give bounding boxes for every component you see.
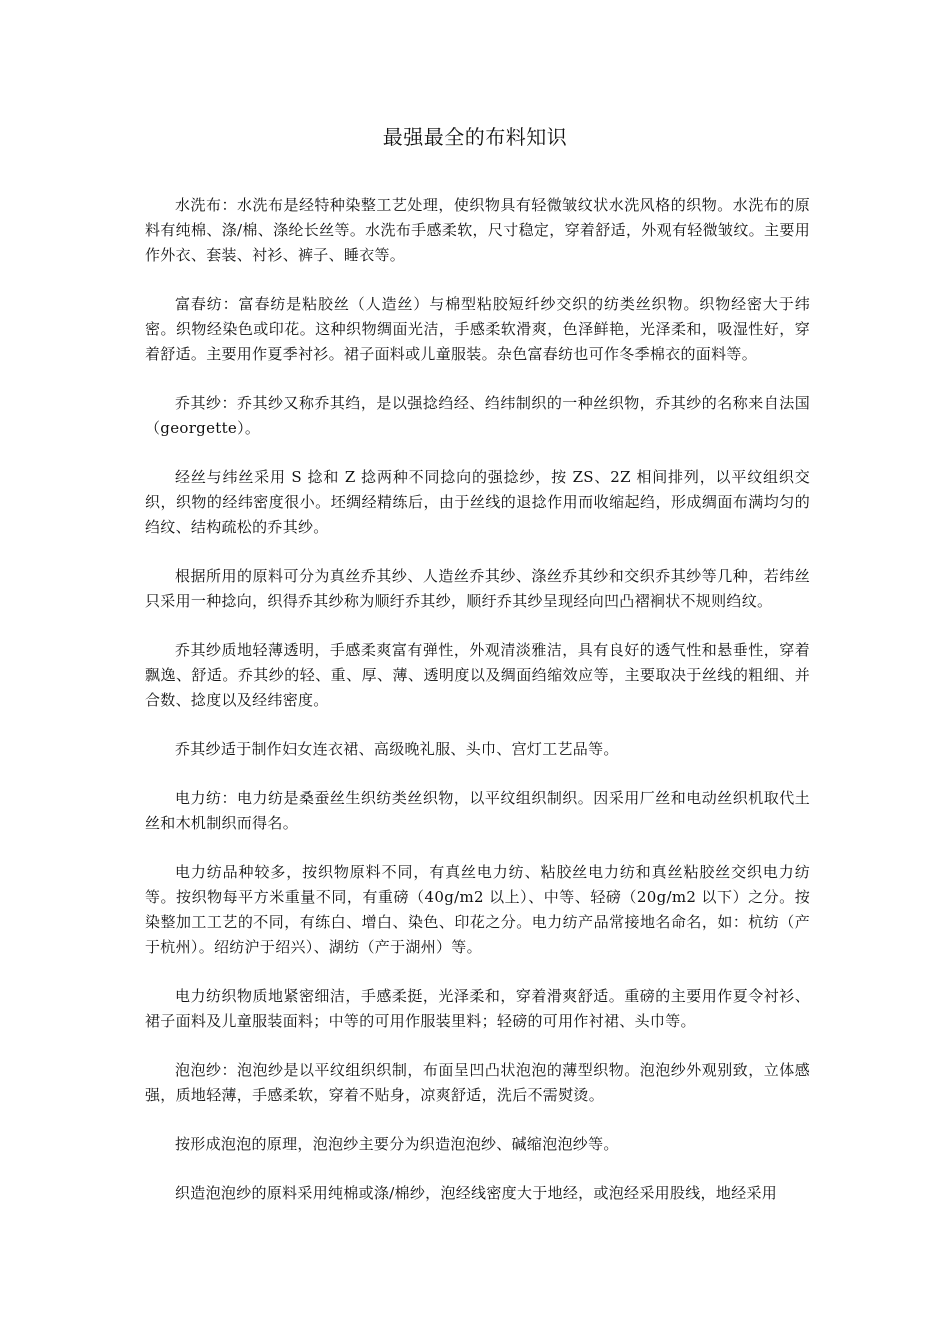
paragraph-habotai-intro: 电力纺：电力纺是桑蚕丝生织纺类丝织物，以平纹组织制织。因采用厂丝和电动丝织机取代土丝和木机制织而得名。 <box>145 789 810 832</box>
paragraph-habotai-uses: 电力纺织物质地紧密细洁，手感柔挺，光泽柔和，穿着滑爽舒适。重磅的主要用作夏令衬衫、裙子面料及儿童服装面料；中等的可用作服装里料；轻磅的可用作衬裙、头巾等。 <box>145 987 810 1030</box>
paragraph-fuchun-spun: 富春纺：富春纺是粘胶丝（人造丝）与棉型粘胶短纤纱交织的纺类丝织物。织物经密大于纬密。织物经染色或印花。这种织物绸面光洁，手感柔软滑爽，色泽鲜艳，光泽柔和，吸湿性好，穿着舒适。主要用作夏季衬衫。裙子面料或儿童服装。杂色富春纺也可作冬季棉衣的面料等。 <box>145 295 810 363</box>
paragraph-georgette-uses: 乔其纱适于制作妇女连衣裙、高级晚礼服、头巾、宫灯工艺品等。 <box>175 740 619 758</box>
paragraph-seersucker-types: 按形成泡泡的原理，泡泡纱主要分为织造泡泡纱、碱缩泡泡纱等。 <box>175 1135 619 1153</box>
page-title: 最强最全的布料知识 <box>382 125 568 149</box>
paragraph-georgette-intro: 乔其纱：乔其纱又称乔其绉，是以强捻绉经、绉纬制织的一种丝织物，乔其纱的名称来自法国 （georgette）。 <box>145 394 810 437</box>
paragraph-georgette-weave: 经丝与纬丝采用 S 捻和 Z 捻两种不同捻向的强捻纱，按 ZS、2Z 相间排列，以平纹组织交织，织物的经纬密度很小。坯绸经精练后，由于丝线的退捻作用而收缩起绉，形成绸面布满均匀的绉纹、结构疏松的乔其纱。 <box>145 468 810 536</box>
paragraph-seersucker-intro: 泡泡纱：泡泡纱是以平纹组织织制，布面呈凹凸状泡泡的薄型织物。泡泡纱外观别致，立体感强，质地轻薄，手感柔软，穿着不贴身，凉爽舒适，洗后不需熨烫。 <box>145 1061 810 1104</box>
paragraph-washed-cloth: 水洗布：水洗布是经特种染整工艺处理，使织物具有轻微皱纹状水洗风格的织物。水洗布的原料有纯棉、涤/棉、涤纶长丝等。水洗布手感柔软，尺寸稳定，穿着舒适，外观有轻微皱纹。主要用作外衣、套装、衬衫、裤子、睡衣等。 <box>145 196 810 264</box>
paragraph-georgette-types: 根据所用的原料可分为真丝乔其纱、人造丝乔其纱、涤丝乔其纱和交织乔其纱等几种，若纬丝只采用一种捻向，织得乔其纱称为顺纡乔其纱，顺纡乔其纱呈现经向凹凸褶裥状不规则绉纹。 <box>145 567 810 610</box>
document-body <box>145 193 810 1230</box>
paragraph-georgette-properties: 乔其纱质地轻薄透明，手感柔爽富有弹性，外观清淡雅洁，具有良好的透气性和悬垂性，穿着飘逸、舒适。乔其纱的轻、重、厚、薄、透明度以及绸面绉缩效应等，主要取决于丝线的粗细、并合数、捻度以及经纬密度。 <box>145 641 810 709</box>
paragraph-woven-seersucker: 织造泡泡纱的原料采用纯棉或涤/棉纱，泡经线密度大于地经，或泡经采用股线，地经采用 <box>175 1184 778 1202</box>
paragraph-habotai-varieties: 电力纺品种较多，按织物原料不同，有真丝电力纺、粘胶丝电力纺和真丝粘胶丝交织电力纺等。按织物每平方米重量不同，有重磅（40g/m2 以上）、中等、轻磅（20g/m2 以下）之分。按染整加工工艺的不同，有练白、增白、染色、印花之分。电力纺产品常接地名命名，如：杭纺（产于杭州）。绍纺沪于绍兴）、湖纺（产于湖州）等。 <box>145 863 810 956</box>
